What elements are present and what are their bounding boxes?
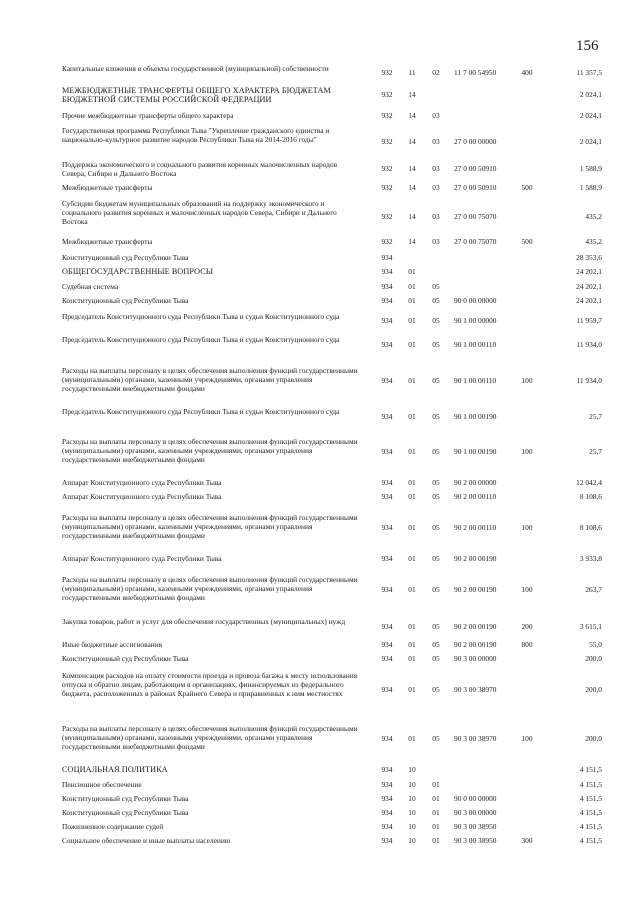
row-vr: 100 [521,523,533,532]
row-rz: 10 [408,836,416,845]
row-csr: 90 3 00 00000 [454,808,497,817]
row-rz: 14 [408,164,416,173]
row-sum: 435,2 [585,212,602,221]
row-sum: 2 024,1 [579,137,602,146]
row-sum: 4 151,5 [579,836,602,845]
row-vr: 100 [521,447,533,456]
row-sum: 11 357,5 [576,68,602,77]
row-name: СОЦИАЛЬНАЯ ПОЛИТИКА [62,765,168,774]
row-name: Аппарат Конституционного суда Республики Тыва [62,478,222,487]
row-csr: 90 1 00 00000 [454,316,497,325]
row-sum: 55,0 [589,640,602,649]
row-sum: 200,0 [585,734,602,743]
row-rz: 01 [408,685,416,694]
row-sum: 4 151,5 [579,808,602,817]
row-vr: 400 [521,68,533,77]
row-csr: 90 1 00 00110 [454,340,497,349]
row-csr: 90 3 00 38970 [454,685,497,694]
row-ved: 934 [381,765,393,774]
row-ved: 934 [381,447,393,456]
row-ved: 934 [381,836,393,845]
row-pr: 05 [432,554,440,563]
row-name: Расходы на выплаты персоналу в целях обеспечения выполнения функций государственными (муниципальными) органами, казенными учреждениями, органами управления государственными внебюджетными фондами [62,513,358,540]
row-ved: 934 [381,808,393,817]
row-ved: 934 [381,253,393,262]
row-csr: 90 3 00 38950 [454,836,497,845]
row-pr: 01 [432,822,440,831]
row-csr: 90 2 00 00110 [454,492,497,501]
row-sum: 4 151,5 [579,822,602,831]
row-pr: 03 [432,164,440,173]
row-pr: 05 [432,340,440,349]
row-rz: 14 [408,111,416,120]
row-name: ОБЩЕГОСУДАРСТВЕННЫЕ ВОПРОСЫ [62,267,214,276]
row-ved: 934 [381,780,393,789]
row-name: Конституционный суд Республики Тыва [62,296,189,305]
row-name: Аппарат Конституционного суда Республики Тыва [62,492,222,501]
row-ved: 934 [381,523,393,532]
row-vr: 100 [521,734,533,743]
row-csr: 27 0 00 50910 [454,183,497,192]
row-name: Иные бюджетные ассигнования [62,640,163,649]
row-ved: 934 [381,412,393,421]
row-csr: 11 7 00 54950 [454,68,497,77]
row-pr: 03 [432,183,440,192]
row-pr: 03 [432,212,440,221]
row-sum: 200,0 [585,654,602,663]
row-rz: 14 [408,212,416,221]
row-csr: 90 0 00 00000 [454,296,497,305]
row-ved: 934 [381,554,393,563]
row-sum: 8 108,6 [579,492,602,501]
row-ved: 934 [381,685,393,694]
row-name: Государственная программа Республики Тыва "Укрепление гражданского единства и национально-культурное развитие народов Республики Тыва на 2014-2016 годы" [62,126,330,144]
row-vr: 500 [521,183,533,192]
row-rz: 01 [408,478,416,487]
row-ved: 932 [381,90,393,99]
row-pr: 01 [432,808,440,817]
row-rz: 01 [408,554,416,563]
row-rz: 01 [408,282,416,291]
row-ved: 932 [381,212,393,221]
row-sum: 3 615,1 [579,622,602,631]
row-pr: 03 [432,111,440,120]
row-vr: 800 [521,640,533,649]
row-pr: 01 [432,836,440,845]
row-name: МЕЖБЮДЖЕТНЫЕ ТРАНСФЕРТЫ ОБЩЕГО ХАРАКТЕРА БЮДЖЕТАМ БЮДЖЕТНОЙ СИСТЕМЫ РОССИЙСКОЙ ФЕДЕРАЦИИ [62,86,331,104]
row-sum: 24 202,1 [576,267,602,276]
row-pr: 05 [432,412,440,421]
row-sum: 28 353,6 [576,253,602,262]
row-vr: 100 [521,376,533,385]
row-vr: 500 [521,237,533,246]
row-rz: 01 [408,340,416,349]
row-csr: 90 3 00 38970 [454,734,497,743]
row-name: Конституционный суд Республики Тыва [62,808,189,817]
row-name: Конституционный суд Республики Тыва [62,794,189,803]
row-sum: 3 933,8 [579,554,602,563]
row-rz: 01 [408,654,416,663]
row-sum: 8 108,6 [579,523,602,532]
row-pr: 05 [432,316,440,325]
row-rz: 14 [408,237,416,246]
row-csr: 27 0 00 75070 [454,212,497,221]
row-rz: 01 [408,316,416,325]
row-ved: 934 [381,622,393,631]
row-csr: 27 0 00 75070 [454,237,497,246]
row-ved: 934 [381,478,393,487]
row-csr: 90 3 00 38950 [454,822,497,831]
row-name: Прочие межбюджетные трансферты общего характера [62,111,234,120]
row-rz: 11 [408,68,416,77]
row-sum: 435,2 [585,237,602,246]
row-pr: 02 [432,68,440,77]
row-ved: 932 [381,164,393,173]
row-csr: 90 2 00 00190 [454,640,497,649]
row-sum: 4 151,5 [579,765,602,774]
row-name: Конституционный суд Республики Тыва [62,654,189,663]
row-pr: 05 [432,296,440,305]
row-sum: 263,7 [585,585,602,594]
row-ved: 934 [381,640,393,649]
row-pr: 05 [432,685,440,694]
row-vr: 100 [521,585,533,594]
row-rz: 10 [408,794,416,803]
row-csr: 27 0 00 00000 [454,137,497,146]
row-rz: 01 [408,376,416,385]
row-rz: 14 [408,183,416,192]
row-name: Конституционный суд Республики Тыва [62,253,189,262]
row-ved: 934 [381,376,393,385]
row-vr: 200 [521,622,533,631]
row-rz: 01 [408,585,416,594]
row-name: Председатель Конституционного суда Республики Тыва и судьи Конституционного суда [62,335,340,344]
row-csr: 90 2 00 00190 [454,622,497,631]
row-sum: 2 024,1 [579,111,602,120]
row-name: Капитальные вложения в объекты государственной (муниципальной) собственности [62,64,329,73]
row-csr: 90 2 00 00110 [454,523,497,532]
row-rz: 10 [408,765,416,774]
row-ved: 934 [381,585,393,594]
row-pr: 05 [432,282,440,291]
row-name: Председатель Конституционного суда Республики Тыва и судьи Конституционного суда [62,312,340,321]
row-rz: 01 [408,412,416,421]
row-pr: 05 [432,734,440,743]
row-sum: 1 588,9 [579,183,602,192]
row-pr: 05 [432,585,440,594]
row-csr: 90 0 00 00000 [454,794,497,803]
row-rz: 14 [408,137,416,146]
row-rz: 01 [408,640,416,649]
row-sum: 200,0 [585,685,602,694]
row-name: Аппарат Конституционного суда Республики Тыва [62,554,222,563]
row-name: Судебная система [62,282,119,291]
page-number: 156 [576,38,599,54]
row-pr: 01 [432,794,440,803]
row-rz: 14 [408,90,416,99]
row-name: Субсидии бюджетам муниципальных образований на поддержку экономического и социального развития коренных и малочисленных народов Севера, Сибири и Дальнего Востока [62,199,337,226]
row-pr: 05 [432,640,440,649]
row-sum: 24 202,1 [576,282,602,291]
row-csr: 90 2 00 00000 [454,478,497,487]
row-sum: 24 202,1 [576,296,602,305]
row-ved: 932 [381,111,393,120]
row-ved: 932 [381,68,393,77]
row-csr: 90 2 00 00190 [454,585,497,594]
row-csr: 90 1 00 00190 [454,412,497,421]
row-ved: 934 [381,282,393,291]
row-sum: 11 959,7 [576,316,602,325]
row-pr: 05 [432,478,440,487]
row-pr: 05 [432,376,440,385]
row-sum: 2 024,1 [579,90,602,99]
row-rz: 01 [408,296,416,305]
row-pr: 03 [432,137,440,146]
row-csr: 90 3 00 00000 [454,654,497,663]
row-rz: 10 [408,780,416,789]
row-ved: 934 [381,296,393,305]
row-ved: 934 [381,794,393,803]
row-csr: 90 2 00 00190 [454,554,497,563]
row-vr: 300 [521,836,533,845]
row-sum: 25,7 [589,447,602,456]
row-sum: 1 588,9 [579,164,602,173]
row-csr: 90 1 00 00190 [454,447,497,456]
row-sum: 12 042,4 [576,478,602,487]
row-rz: 01 [408,492,416,501]
row-ved: 932 [381,137,393,146]
row-ved: 934 [381,340,393,349]
row-ved: 934 [381,492,393,501]
row-rz: 01 [408,267,416,276]
row-sum: 25,7 [589,412,602,421]
row-name: Межбюджетные трансферты [62,183,153,192]
row-ved: 934 [381,267,393,276]
row-csr: 27 0 00 50910 [454,164,497,173]
row-sum: 4 151,5 [579,794,602,803]
row-name: Межбюджетные трансферты [62,237,153,246]
row-name: Компенсация расходов на оплату стоимости проезда и провоза багажа к месту использования отпуска и обратно лицам, работающим в организациях, финансируемых из федерального бюджета, расположенных в районах Крайнего Севера и приравненных к ним местностях [62,671,358,698]
row-name: Закупка товаров, работ и услуг для обеспечения государственных (муниципальных) нужд [62,617,346,626]
row-name: Председатель Конституционного суда Республики Тыва и судьи Конституционного суда [62,407,340,416]
row-name: Расходы на выплаты персоналу в целях обеспечения выполнения функций государственными (муниципальными) органами, казенными учреждениями, органами управления государственными внебюджетными фондами [62,724,358,751]
row-rz: 10 [408,822,416,831]
row-name: Расходы на выплаты персоналу в целях обеспечения выполнения функций государственными (муниципальными) органами, казенными учреждениями, органами управления государственными внебюджетными фондами [62,575,358,602]
row-sum: 11 934,0 [576,376,602,385]
row-pr: 05 [432,492,440,501]
row-name: Расходы на выплаты персоналу в целях обеспечения выполнения функций государственными (муниципальными) органами, казенными учреждениями, органами управления государственными внебюджетными фондами [62,366,358,393]
row-ved: 932 [381,237,393,246]
row-pr: 05 [432,654,440,663]
row-ved: 934 [381,316,393,325]
row-ved: 932 [381,183,393,192]
row-ved: 934 [381,654,393,663]
row-name: Пожизненное содержание судей [62,822,164,831]
row-ved: 934 [381,734,393,743]
row-sum: 4 151,5 [579,780,602,789]
row-pr: 05 [432,622,440,631]
row-ved: 934 [381,822,393,831]
row-rz: 01 [408,523,416,532]
row-sum: 11 934,0 [576,340,602,349]
row-rz: 10 [408,808,416,817]
row-pr: 03 [432,237,440,246]
row-name: Социальное обеспечение и иные выплаты населению [62,836,231,845]
row-rz: 01 [408,447,416,456]
row-name: Поддержка экономического и социального развития коренных малочисленных народов Севера, Сибири и Дальнего Востока [62,160,338,178]
row-pr: 05 [432,447,440,456]
row-pr: 01 [432,780,440,789]
row-csr: 90 1 00 00110 [454,376,497,385]
row-name: Пенсионное обеспечение [62,780,142,789]
row-rz: 01 [408,734,416,743]
row-pr: 05 [432,523,440,532]
row-name: Расходы на выплаты персоналу в целях обеспечения выполнения функций государственными (муниципальными) органами, казенными учреждениями, органами управления государственными внебюджетными фондами [62,437,358,464]
row-rz: 01 [408,622,416,631]
